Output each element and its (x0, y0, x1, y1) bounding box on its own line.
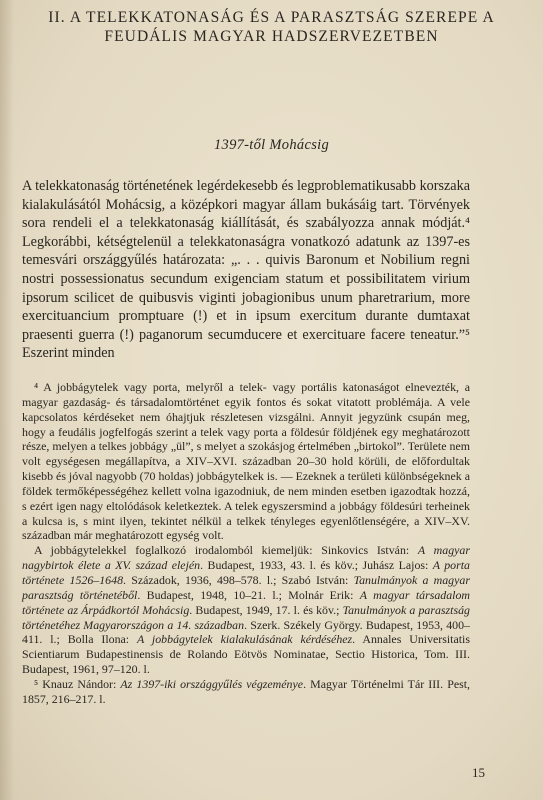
ref-text: . Annales Universitatis Scientiarum Budapestinensis de Rolando Eötvös Nominatae, Sectio Historica, Tom. III. Budapest, 1961, 97–120. l. (22, 632, 470, 677)
chapter-heading-line-2: FEUDÁLIS MAGYAR HADSZERVEZETBEN (104, 28, 439, 45)
main-text (22, 177, 470, 363)
section-title: 1397-től Mohácsig (213, 137, 330, 153)
ref-text: . Budapest, 1949, 17. l. és köv.; (189, 602, 343, 617)
footnote-5-text: ⁵ Knauz Nándor: (34, 676, 121, 691)
ref-title: A jobbágytelek kialakulásának kérdéséhez (137, 632, 353, 647)
ref-intro: A jobbágytelekkel foglalkozó irodalomból kiemeljük: Sinkovics István: (34, 543, 418, 558)
ref-title: Tanulmányok a magyar parasztság történetéből (22, 572, 470, 602)
main-paragraph: A telekkatonaság történetének legérdekesebb és legproblematikusabb korszaka kialakulásától Mohácsig, a középkori magyar állam bukásáig tart. Törvények sora rendeli el a telekkatonaság kiállítását, és szabályozza annak módját.⁴ Legkorábbi, kétségtelenül a telekkatonaságra vonatkozó adatunk az 1397-es temesvári országgyűlés határozata: „. . . quivis Baronum et Nobilium regni nostri possessionatus secundum exigenciam statum et possibilitatem virium ipsorum scilicet de quibusvis viginti jobagionibus unum pharetrarium, more exercituancium promptuare (!) et in ipsum exercitum durante dumtaxat praesenti guerra (!) paganorum secumducere et exercituare facere teneatur.”⁵ Eszerint minden (22, 178, 470, 362)
ref-text: . Budapest, 1948, 10–21. l.; Molnár Erik: (137, 587, 360, 602)
chapter-heading (0, 8, 543, 46)
footnote-4-references (22, 543, 470, 677)
ref-title: A magyar nagybirtok élete a XV. század elején (22, 543, 470, 573)
chapter-heading-line-1: II. A TELEKKATONASÁG ÉS A PARASZTSÁG SZEREPE A (48, 9, 495, 26)
footnote-5 (22, 677, 470, 707)
ref-title: A magyar társadalom története az Árpádkortól Mohácsig (22, 587, 471, 617)
footnote-5-title: Az 1397-iki országgyűlés végzeménye (120, 676, 304, 691)
ref-title: Tanulmányok a parasztság történetéhez Magyarországon a 14. században (22, 602, 470, 632)
ref-title: A porta története 1526–1648 (22, 558, 470, 587)
footnotes (22, 380, 470, 707)
page-edge-shadow (0, 0, 14, 800)
ref-text: . Szerk. Székely György. Budapest, 1953, 400–411. l.; Bolla Ilona: (22, 617, 470, 647)
ref-text: . Századok, 1936, 498–578. l.; Szabó István: (123, 572, 354, 587)
footnote-5-source: . Magyar Történelmi Tár III. Pest, 1857, 216–217. l. (22, 676, 470, 706)
ref-text: . Budapest, 1933, 43. l. és köv.; Juhász Lajos: (200, 558, 433, 573)
page-number: 15 (472, 765, 485, 780)
footnote-4-paragraph-1: ⁴ A jobbágytelek vagy porta, melyről a telek- vagy portális katonaságot elnevezték, a magyar gazdaság- és társadalomtörténet egyik fontos és sokat vitatott problémája. A vele kapcsolatos kérdéseket nem óhajtjuk részletesen vizsgálni. Annyit jegyzünk csupán meg, hogy a feudális jogfelfogás szerint a telek vagy porta a földesúr földjének egy meghatározott része, melyen a telkes jobbágy „ül”, s melyet a szokásjog értelmében „birtokol”. Területe nem volt egységesen megállapítva, a XIV–XVI. században 20–30 hold körüli, de előfordultak kisebb és jóval nagyobb (70 holdas) jobbágytelkek is. — Ezeknek a területi különbségeknek a földek termőképességéhez kellett volna igazodniuk, de nem minden esetben igazodtak hozzá, s ezért igen nagy eltolódások keletkeztek. A telek egyszersmind a jobbágy földesúri terheinek a kulcsa is, s mint ilyen, tekintet nélkül a telkek tényleges egyenlőtlenségére, a XIV–XV. században már meghatározott egység volt. (22, 380, 470, 543)
